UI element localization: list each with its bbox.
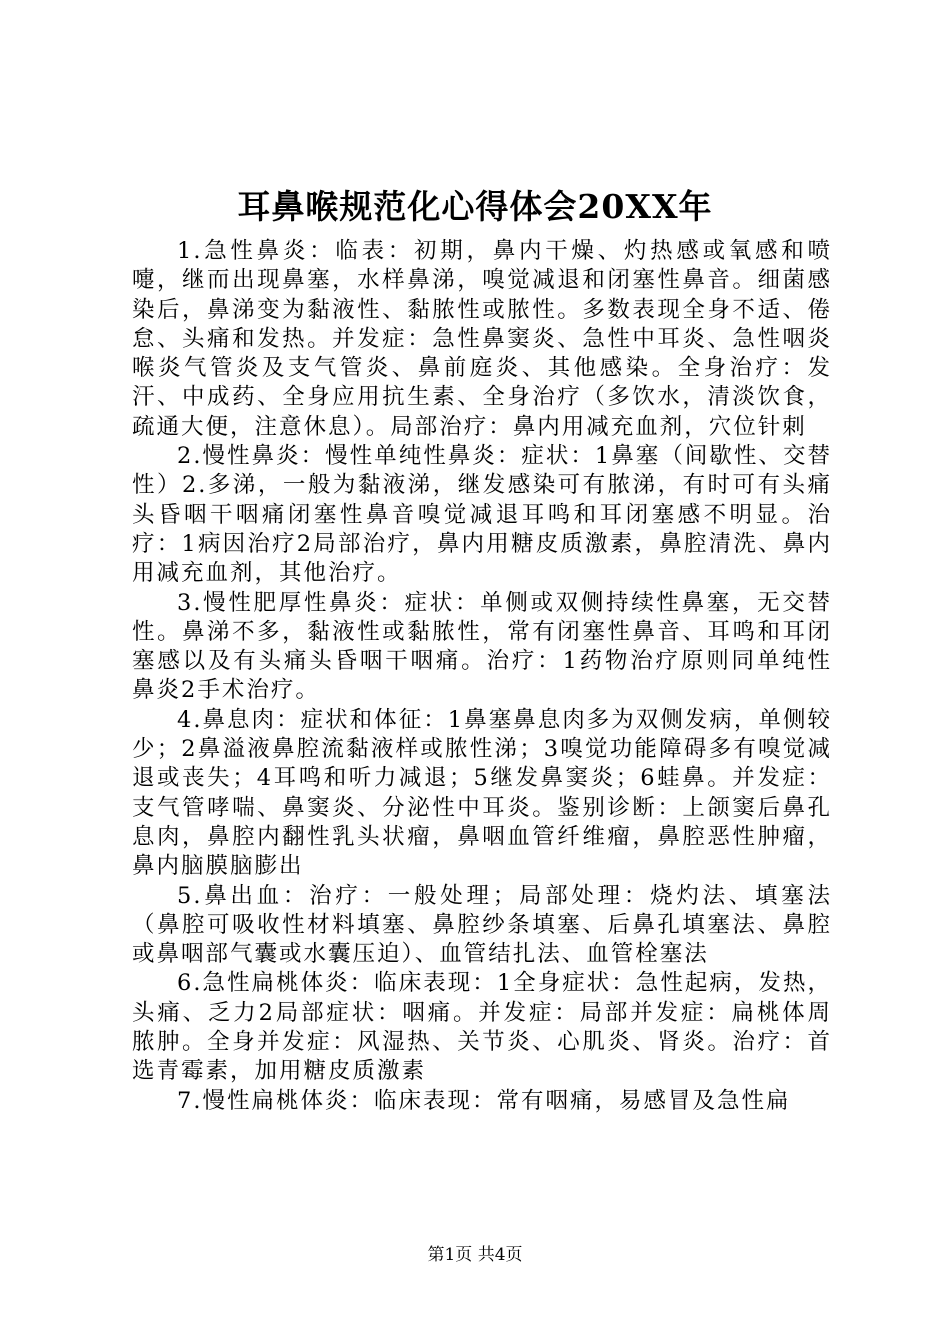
paragraph-nasal-polyps: 4.鼻息肉：症状和体征：1鼻塞鼻息肉多为双侧发病，单侧较少；2鼻溢液鼻腔流黏液样或脓性涕；3嗅觉功能障碍多有嗅觉减退或丧失；4耳鸣和听力减退；5继发鼻窦炎；6蛙鼻。并发症：支气管哮喘、鼻窦炎、分泌性中耳炎。鉴别诊断：上颌窦后鼻孔息肉，鼻腔内翻性乳头状瘤，鼻咽血管纤维瘤，鼻腔恶性肿瘤，鼻内脑膜脑膨出 bbox=[132, 706, 832, 880]
paragraph-epistaxis: 5.鼻出血：治疗：一般处理；局部处理：烧灼法、填塞法（鼻腔可吸收性材料填塞、鼻腔纱条填塞、后鼻孔填塞法、鼻腔或鼻咽部气囊或水囊压迫）、血管结扎法、血管栓塞法 bbox=[132, 882, 832, 968]
paragraph-hypertrophic-rhinitis: 3.慢性肥厚性鼻炎：症状：单侧或双侧持续性鼻塞，无交替性。鼻涕不多，黏液性或黏脓性，常有闭塞性鼻音、耳鸣和耳闭塞感以及有头痛头昏咽干咽痛。治疗：1药物治疗原则同单纯性鼻炎2手术治疗。 bbox=[132, 589, 832, 704]
document-body bbox=[132, 237, 832, 1116]
paragraph-chronic-tonsillitis: 7.慢性扁桃体炎：临床表现：常有咽痛，易感冒及急性扁 bbox=[177, 1087, 791, 1114]
page-number-footer: 第1页 共4页 bbox=[427, 1245, 523, 1265]
paragraph-acute-tonsillitis: 6.急性扁桃体炎：临床表现：1全身症状：急性起病，发热，头痛、乏力2局部症状：咽痛。并发症：局部并发症：扁桃体周脓肿。全身并发症：风湿热、关节炎、心肌炎、肾炎。治疗：首选青霉素，加用糖皮质激素 bbox=[132, 970, 832, 1085]
page-title: 耳鼻喉规范化心得体会20XX年 bbox=[237, 187, 713, 226]
paragraph-acute-rhinitis: 1.急性鼻炎：临表：初期，鼻内干燥、灼热感或氧感和喷嚏，继而出现鼻塞，水样鼻涕，嗅觉减退和闭塞性鼻音。细菌感染后，鼻涕变为黏液性、黏脓性或脓性。多数表现全身不适、倦怠、头痛和发热。并发症：急性鼻窦炎、急性中耳炎、急性咽炎喉炎气管炎及支气管炎、鼻前庭炎、其他感染。全身治疗：发汗、中成药、全身应用抗生素、全身治疗（多饮水，清淡饮食，疏通大便，注意休息）。局部治疗：鼻内用减充血剂，穴位针刺 bbox=[132, 238, 832, 440]
paragraph-chronic-rhinitis: 2.慢性鼻炎：慢性单纯性鼻炎：症状：1鼻塞（间歇性、交替性）2.多涕，一般为黏液涕，继发感染可有脓涕，有时可有头痛头昏咽干咽痛闭塞性鼻音嗅觉减退耳鸣和耳闭塞感不明显。治疗：1病因治疗2局部治疗，鼻内用糖皮质激素，鼻腔清洗、鼻内用减充血剂，其他治疗。 bbox=[132, 443, 832, 587]
